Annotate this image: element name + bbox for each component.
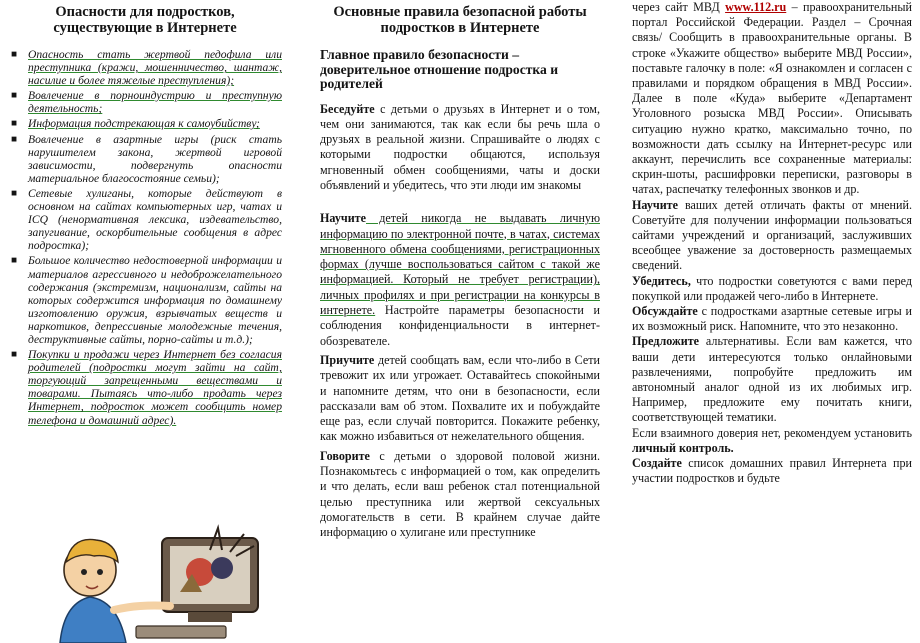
paragraph-control: Если взаимного доверия нет, рекомендуем установить личный контроль. [632, 425, 912, 455]
bullet-icon: ■ [11, 349, 18, 361]
bullet-icon: ■ [11, 118, 18, 130]
list-item: ■ Информация подстрекающая к самоубийству; [11, 117, 260, 131]
paragraph-create: Создайте список домашних правил Интернета при участии подростков и будьте [632, 456, 912, 486]
paragraph-discuss: Обсуждайте с подростками азартные сетевые игры и их возможный риск. Напомните, что это незаконно. [632, 304, 912, 334]
bullet-icon: ■ [11, 255, 18, 267]
bullet-icon: ■ [11, 49, 18, 60]
monitor-icon [162, 528, 258, 622]
list-item: ■ Вовлечение в порноиндустрию и преступную деятельность; [11, 89, 282, 116]
bullet-icon: ■ [11, 187, 18, 199]
list-item: ■ Сетевые хулиганы, которые действуют в основном на сайтах компьютерных игр, чатах и ICQ (ненормативная лексика, издевательство, запугивание, оскорбительные сообщения в адрес подростка); [11, 186, 282, 253]
paragraph-report: через сайт МВД www.112.ru – правоохранительный портал Российской Федерации. Раздел – Срочная связь/ Сообщить в правоохранительные органы. В строке «Укажите общество» выберите МВД России», поставьте галочку в поле: «Я ознакомлен и согласен с правилами и порядком обращения в МВД России». Далее в поле «Куда» выберите «Департамент Уголовного розыска МВД России». Описывать ситуацию нужно кратко, максимально точно, по возможности дать ссылку на Интернет-ресурс или аккаунт, перечислить все сохраненные материалы: скрин-шоты, расшифровки переписки, разговоры в чатах, распечатку телефонных звонков и др. [632, 0, 912, 197]
column-rules [306, 0, 606, 643]
list-item: ■ Покупки и продажи через Интернет без согласия родителей (подростки могут зайти на сайт, торгующий запрещенными веществами и товарами. Пытаясь что-либо продать через Интернет, подросток может сообщить номер телефона и домашний адрес). [11, 348, 282, 427]
paragraph-teach: Научите детей никогда не выдавать личную информацию по электронной почте, в чатах, системах мгновенного обмена сообщениями, регистрационных формах (лучше воспользоваться сайтом с такой же информацией. Который не требует регистрации), личных профилях и при регистрации на конкурсы в интернете. Настройте параметры безопасности и соблюдения конфиденциальности в интернет-обозревателе. [320, 211, 600, 348]
paragraph-offer: Предложите альтернативы. Если вам кажется, что ваши дети интересуются только онлайновыми развлечениями, попробуйте предложить им автономный аналог одной из их любимых игр. Например, предложите ему почитать книги, соответствующей тематики. [632, 334, 912, 425]
list-item: ■ Опасность стать жертвой педофила или преступника (кражи, мошенничество, шантаж, насилие и более тяжелые преступления); [11, 48, 282, 88]
bullet-icon: ■ [11, 133, 18, 145]
paragraph-talk: Беседуйте с детьми о друзьях в Интернет и о том, чем они занимаются, так как если бы речь шла о друзьях в реальной жизни. Спрашивайте о людях с которыми подростки общаются, используя мгновенный обмен сообщениями, чаты и доски объявлений и убедитесь, что эти люди им знакомы [320, 101, 600, 192]
bullet-icon: ■ [11, 90, 18, 102]
rules-title: Основные правила безопасной работы подростков в Интернете [333, 4, 587, 36]
keyboard-icon [136, 626, 226, 638]
list-item: ■ Большое количество недостоверной информации и материалов агрессивного и недоброжелательного содержания (экстремизм, национализм, сайты на которых содержится информация по домашнему изготовлению оружия, взрывчатых веществ и наркотиков, депрессивные молодежные течения, деструктивные сайты, порно-сайты и т.д.); [11, 254, 282, 346]
paragraph-ensure: Убедитесь, что подростки советуются с вами перед покупкой или продажей чего-либо в Интернете. [632, 273, 912, 303]
list-item: ■ Вовлечение в азартные игры (риск стать нарушителем закона, жертвой игровой зависимости, подвергнуть опасности материальное благосостояние семьи); [11, 132, 282, 185]
paragraph-accustom: Приучите детей сообщать вам, если что-либо в Сети тревожит их или угрожает. Оставайтесь спокойными и напомните детям, что они в безопасности, если рассказали вам об этом. Похвалите их и побуждайте еще раз, если случай повторится. Покажите ребенку, как можно избавиться от нежелательного общения. [320, 352, 600, 444]
main-rule-subtitle: Главное правило безопасности – доверительное отношение подростка и родителей [320, 47, 559, 91]
dangers-list [8, 48, 282, 427]
mvd-site-link[interactable]: www.112.ru [725, 0, 787, 14]
column-continuation [624, 0, 920, 643]
dangers-title: Опасности для подростков, существующие в Интернете [53, 4, 237, 36]
paragraph-speak: Говорите с детьми о здоровой половой жизни. Познакомьтесь с информацией о том, как определить и что делать, если ваш ребенок стал потенциальной целью преступника или жертвой сексуальных домогательств в сети. В крайнем случае дайте информацию о хулигане или преступнике [320, 448, 600, 540]
child-at-computer-illustration [40, 522, 272, 643]
paragraph-facts: Научите ваших детей отличать факты от мнений. Советуйте для получении информации пользоваться сайтами учреждений и организаций, заслуживших всеобщее уважение за достоверность размещаемых сведений. [632, 197, 912, 273]
